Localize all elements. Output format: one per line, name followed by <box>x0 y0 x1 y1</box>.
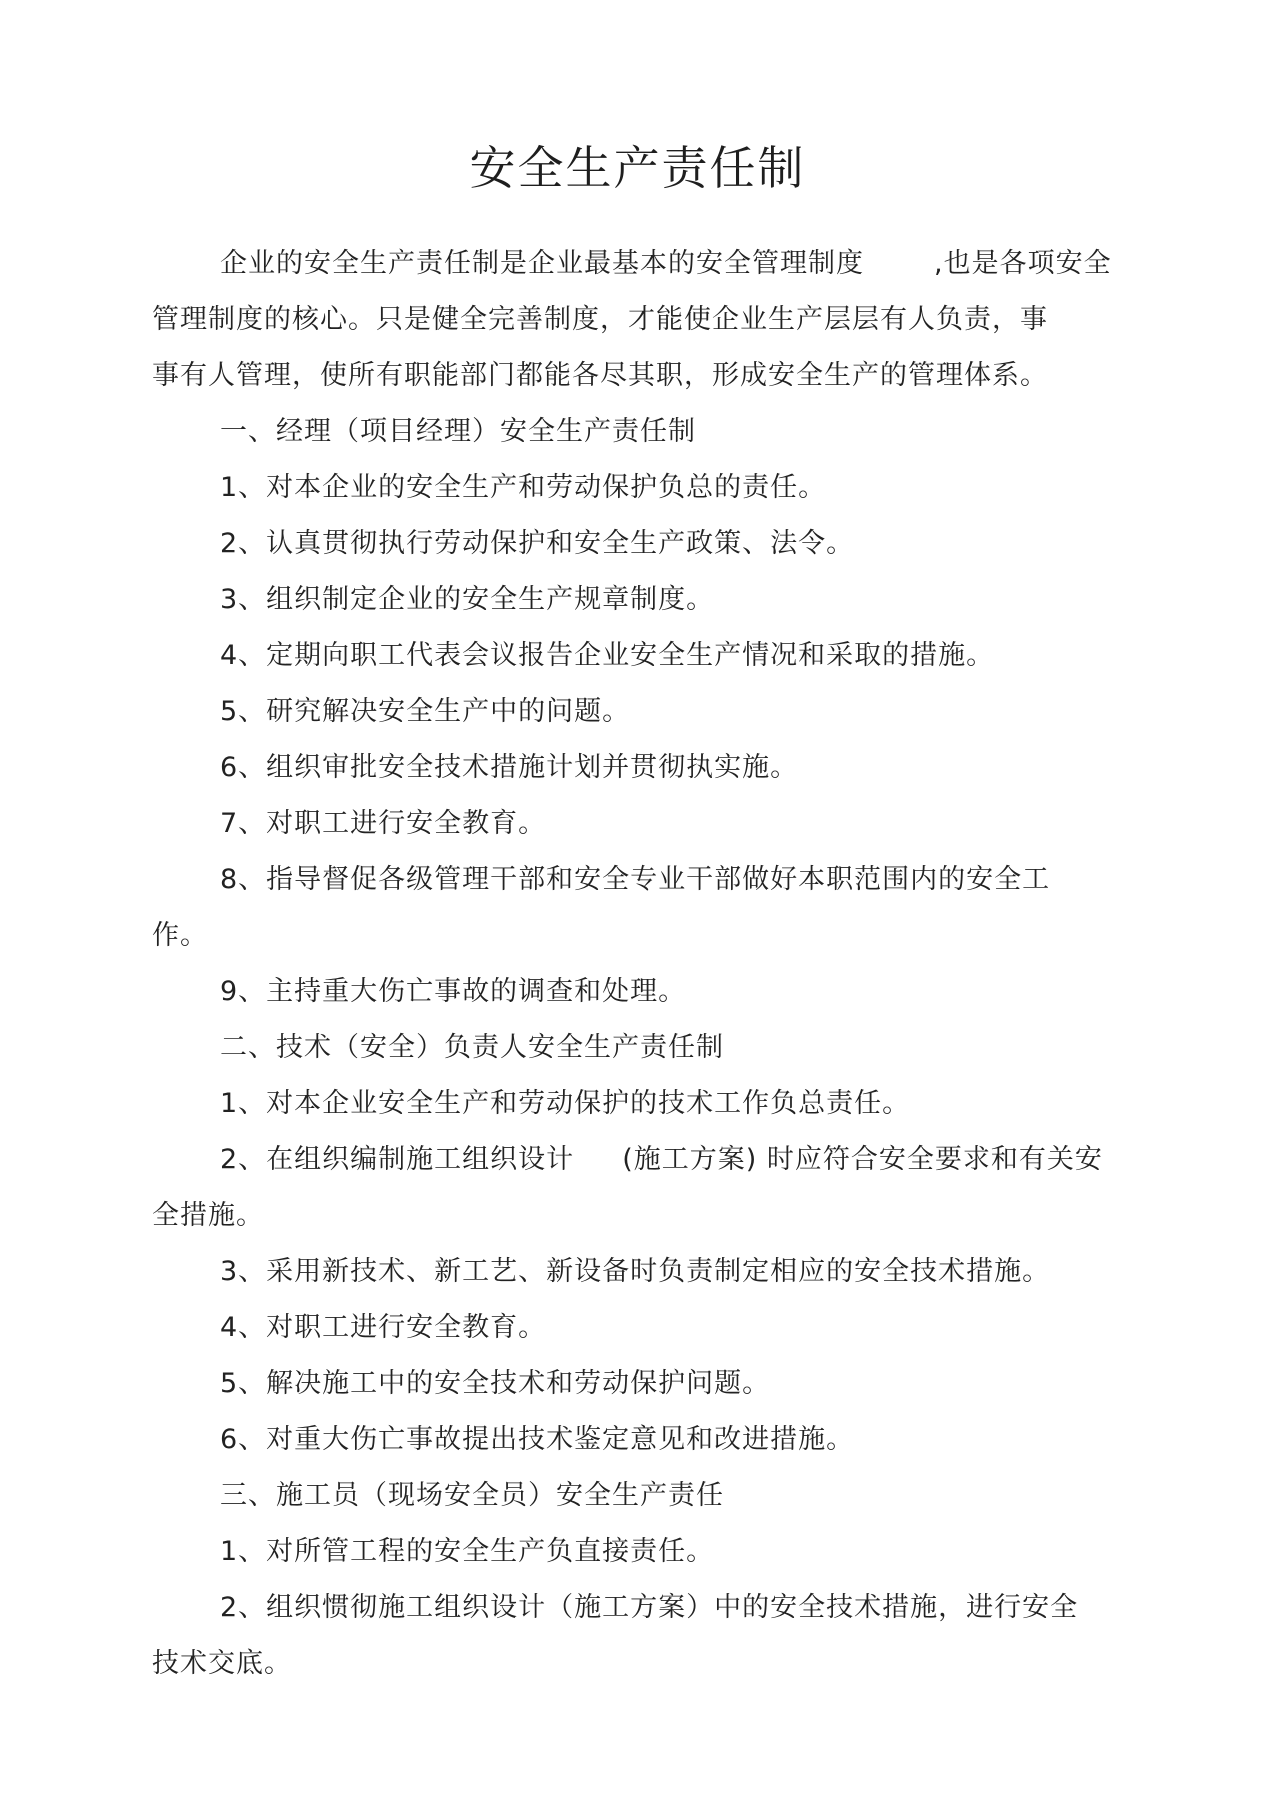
section-1-item-8-line-2: 作。 <box>152 920 208 951</box>
section-1-item-5: 5、研究解决安全生产中的问题。 <box>220 696 631 727</box>
section-3-item-2-line-1: 2、组织惯彻施工组织设计（施工方案）中的安全技术措施，进行安全 <box>220 1592 1079 1623</box>
document-body <box>152 236 1122 1692</box>
section-2-item-6: 6、对重大伤亡事故提出技术鉴定意见和改进措施。 <box>220 1424 855 1455</box>
section-2-item-3: 3、采用新技术、新工艺、新设备时负责制定相应的安全技术措施。 <box>220 1256 1051 1287</box>
section-2-item-1: 1、对本企业安全生产和劳动保护的技术工作负总责任。 <box>220 1088 911 1119</box>
section-3-heading: 三、施工员（现场安全员）安全生产责任 <box>220 1480 724 1511</box>
section-2-item-2-part-a: 2、在组织编制施工组织设计 <box>220 1144 575 1175</box>
section-1-item-8-line-1: 8、指导督促各级管理干部和安全专业干部做好本职范围内的安全工 <box>220 864 1051 895</box>
section-1-heading: 一、经理（项目经理）安全生产责任制 <box>220 416 696 447</box>
section-2-heading: 二、技术（安全）负责人安全生产责任制 <box>220 1032 724 1063</box>
section-1-item-6: 6、组织审批安全技术措施计划并贯彻执实施。 <box>220 752 799 783</box>
document-title: 安全生产责任制 <box>469 141 806 195</box>
section-1-item-7: 7、对职工进行安全教育。 <box>220 808 547 839</box>
section-1-item-2: 2、认真贯彻执行劳动保护和安全生产政策、法令。 <box>220 528 855 559</box>
section-2-item-2-part-b: (施工方案) 时应符合安全要求和有关安 <box>622 1144 1103 1175</box>
section-2-item-2-line-2: 全措施。 <box>152 1200 264 1231</box>
intro-line-1-part-b: ,也是各项安全 <box>934 248 1112 279</box>
intro-line-1 <box>152 236 1122 292</box>
section-1-item-1: 1、对本企业的安全生产和劳动保护负总的责任。 <box>220 472 827 503</box>
section-1-item-3: 3、组织制定企业的安全生产规章制度。 <box>220 584 715 615</box>
section-2-item-2-line-1 <box>152 1132 1122 1188</box>
section-3-item-1: 1、对所管工程的安全生产负直接责任。 <box>220 1536 715 1567</box>
section-2-item-5: 5、解决施工中的安全技术和劳动保护问题。 <box>220 1368 771 1399</box>
section-1-item-4: 4、定期向职工代表会议报告企业安全生产情况和采取的措施。 <box>220 640 995 671</box>
section-3-item-2-line-2: 技术交底。 <box>152 1648 292 1679</box>
intro-line-3: 事有人管理，使所有职能部门都能各尽其职，形成安全生产的管理体系。 <box>152 360 1048 391</box>
section-1-item-9: 9、主持重大伤亡事故的调查和处理。 <box>220 976 687 1007</box>
intro-line-1-part-a: 企业的安全生产责任制是企业最基本的安全管理制度 <box>220 248 864 279</box>
intro-line-2: 管理制度的核心。只是健全完善制度，才能使企业生产层层有人负责，事 <box>152 304 1048 335</box>
section-2-item-4: 4、对职工进行安全教育。 <box>220 1312 547 1343</box>
